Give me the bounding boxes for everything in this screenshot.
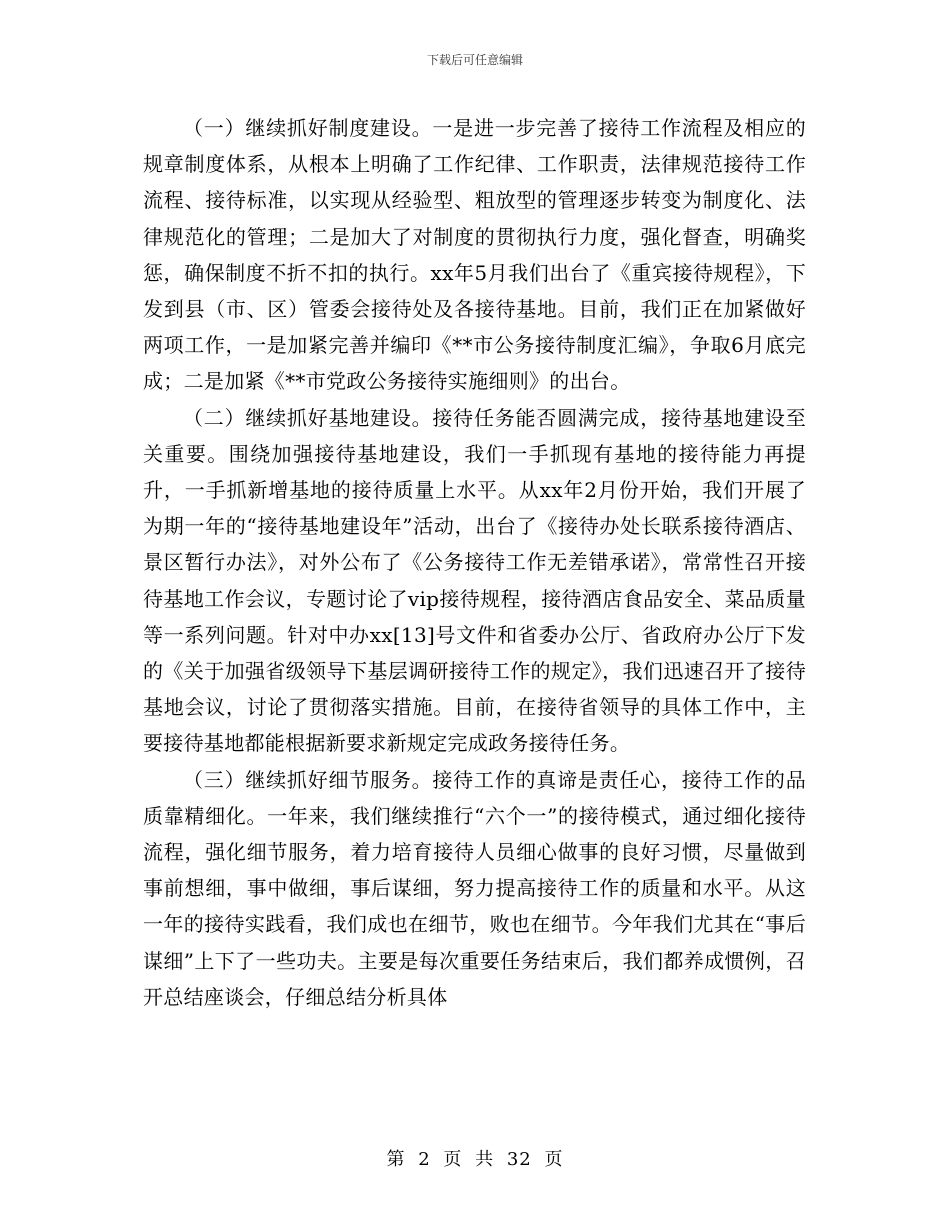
document-body xyxy=(143,110,806,1015)
paragraph-detail-service: （三）继续抓好细节服务。接待工作的真谛是责任心，接待工作的品质靠精细化。一年来，我们继续推行“六个一”的接待模式，通过细化接待流程，强化细节服务，着力培育接待人员细心做事的良好习惯，尽量做到事前想细，事中做细，事后谋细，努力提高接待工作的质量和水平。从这一年的接待实践看，我们成也在细节，败也在细节。今年我们尤其在“事后谋细”上下了一些功夫。主要是每次重要任务结束后，我们都养成惯例，召开总结座谈会，仔细总结分析具体 xyxy=(143,767,806,1009)
page-number-footer: 第 2 页 共 32 页 xyxy=(386,1149,564,1170)
paragraph-institution-building: （一）继续抓好制度建设。一是进一步完善了接待工作流程及相应的规章制度体系，从根本上明确了工作纪律、工作职责，法律规范接待工作流程、接待标准，以实现从经验型、粗放型的管理逐步转变为制度化、法律规范化的管理；二是加大了对制度的贯彻执行力度，强化督查，明确奖惩，确保制度不折不扣的执行。xx年5月我们出台了《重宾接待规程》，下发到县（市、区）管委会接待处及各接待基地。目前，我们正在加紧做好两项工作，一是加紧完善并编印《**市公务接待制度汇编》，争取6月底完成；二是加紧《**市党政公务接待实施细则》的出台。 xyxy=(143,116,806,394)
paragraph-base-building: （二）继续抓好基地建设。接待任务能否圆满完成，接待基地建设至关重要。围绕加强接待基地建设，我们一手抓现有基地的接待能力再提升，一手抓新增基地的接待质量上水平。从xx年2月份开始，我们开展了为期一年的“接待基地建设年”活动，出台了《接待办处长联系接待酒店、景区暂行办法》，对外公布了《公务接待工作无差错承诺》，常常性召开接待基地工作会议，专题讨论了vip接待规程，接待酒店食品安全、菜品质量等一系列问题。针对中办xx[13]号文件和省委办公厅、省政府办公厅下发的《关于加强省级领导下基层调研接待工作的规定》，我们迅速召开了接待基地会议，讨论了贯彻落实措施。目前，在接待省领导的具体工作中，主要接待基地都能根据新要求新规定完成政务接待任务。 xyxy=(143,405,806,756)
page-header: 下载后可任意编辑 xyxy=(426,53,523,67)
